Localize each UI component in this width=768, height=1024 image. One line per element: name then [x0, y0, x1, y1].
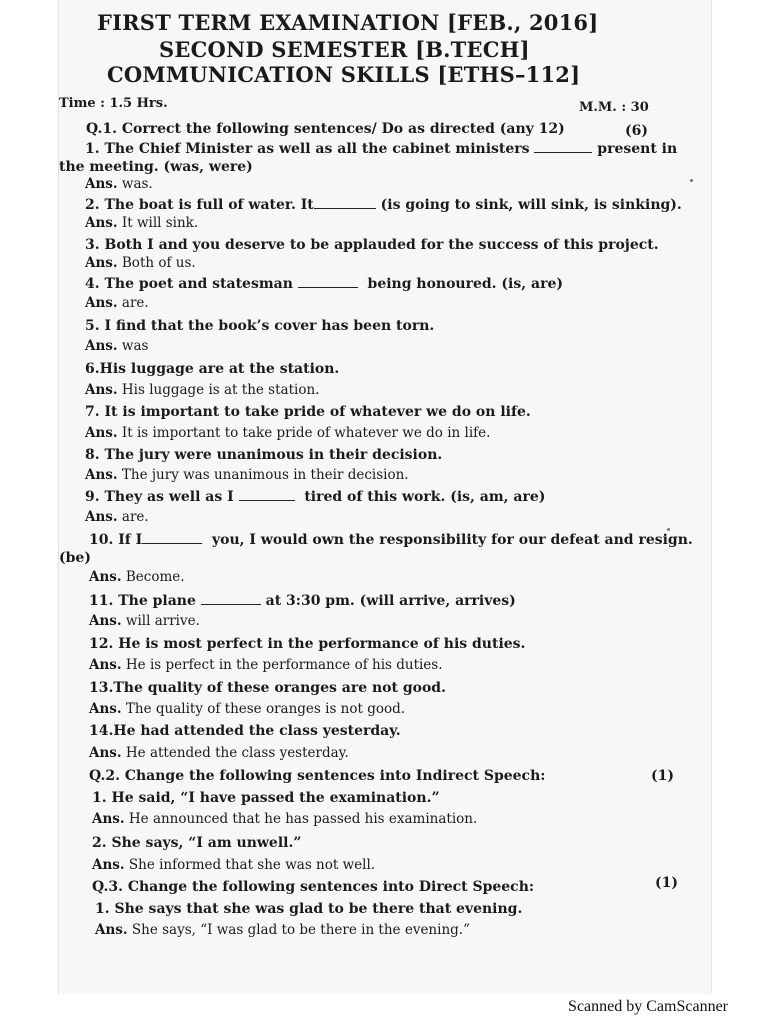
question-9: 9. They as well as I tired of this work. (is, am, are)	[85, 489, 546, 505]
q2-marks: (1)	[651, 768, 674, 784]
answer-2: Ans. It will sink.	[85, 215, 199, 231]
max-marks: M.M. : 30	[579, 100, 649, 115]
q2-answer-2: Ans. She informed that she was not well.	[92, 857, 376, 873]
answer-10: Ans. Become.	[89, 569, 185, 585]
time-label: Time : 1.5 Hrs.	[59, 96, 168, 111]
scanned-page	[58, 0, 712, 994]
question-5: 5. I find that the book’s cover has been torn.	[85, 318, 435, 334]
q3-question-1: 1. She says that she was glad to be there that evening.	[95, 901, 523, 917]
q1-marks: (6)	[625, 123, 648, 139]
q1-title: Q.1. Correct the following sentences/ Do as directed (any 12)	[86, 121, 565, 137]
question-6: 6.His luggage are at the station.	[85, 361, 340, 377]
question-4: 4. The poet and statesman being honoured. (is, are)	[85, 276, 563, 292]
q2-title: Q.2. Change the following sentences into Indirect Speech:	[89, 768, 546, 784]
answer-7: Ans. It is important to take pride of whatever we do in life.	[85, 425, 491, 441]
question-1-cont: the meeting. (was, were)	[59, 159, 253, 175]
answer-6: Ans. His luggage is at the station.	[85, 382, 320, 398]
question-12: 12. He is most perfect in the performance of his duties.	[89, 636, 526, 652]
question-2: 2. The boat is full of water. It (is going to sink, will sink, is sinking).	[85, 197, 682, 213]
question-10-cont: (be)	[59, 550, 91, 566]
scanner-watermark: Scanned by CamScanner	[568, 998, 728, 1015]
q3-marks: (1)	[655, 875, 678, 891]
question-1: 1. The Chief Minister as well as all the cabinet ministers present in	[85, 141, 678, 157]
q2-question-2: 2. She says, “I am unwell.”	[92, 835, 302, 851]
answer-12: Ans. He is perfect in the performance of his duties.	[89, 657, 443, 673]
answer-8: Ans. The jury was unanimous in their decision.	[85, 467, 409, 483]
answer-3: Ans. Both of us.	[85, 255, 196, 271]
answer-5: Ans. was	[85, 338, 149, 354]
q3-answer-1: Ans. She says, “I was glad to be there in the evening.”	[95, 922, 470, 938]
q2-answer-1: Ans. He announced that he has passed his examination.	[92, 811, 478, 827]
scan-speck	[667, 528, 670, 531]
question-13: 13.The quality of these oranges are not good.	[89, 680, 446, 696]
answer-9: Ans. are.	[85, 509, 149, 525]
question-7: 7. It is important to take pride of whatever we do on life.	[85, 404, 531, 420]
subject-title: COMMUNICATION SKILLS [ETHS–112]	[107, 62, 581, 87]
question-14: 14.He had attended the class yesterday.	[89, 723, 401, 739]
answer-13: Ans. The quality of these oranges is not good.	[89, 701, 406, 717]
answer-14: Ans. He attended the class yesterday.	[89, 745, 349, 761]
question-8: 8. The jury were unanimous in their decision.	[85, 447, 443, 463]
question-3: 3. Both I and you deserve to be applauded for the success of this project.	[85, 237, 659, 253]
answer-1: Ans. was.	[85, 176, 153, 192]
answer-4: Ans. are.	[85, 295, 149, 311]
exam-title: FIRST TERM EXAMINATION [FEB., 2016]	[97, 10, 599, 35]
q3-title: Q.3. Change the following sentences into Direct Speech:	[92, 879, 535, 895]
question-10: 10. If I you, I would own the responsibility for our defeat and resign.	[89, 532, 693, 548]
answer-11: Ans. will arrive.	[89, 613, 200, 629]
scan-speck	[690, 179, 693, 182]
semester-title: SECOND SEMESTER [B.TECH]	[159, 37, 530, 62]
question-11: 11. The plane at 3:30 pm. (will arrive, arrives)	[89, 593, 516, 609]
q2-question-1: 1. He said, “I have passed the examination.”	[92, 790, 440, 806]
